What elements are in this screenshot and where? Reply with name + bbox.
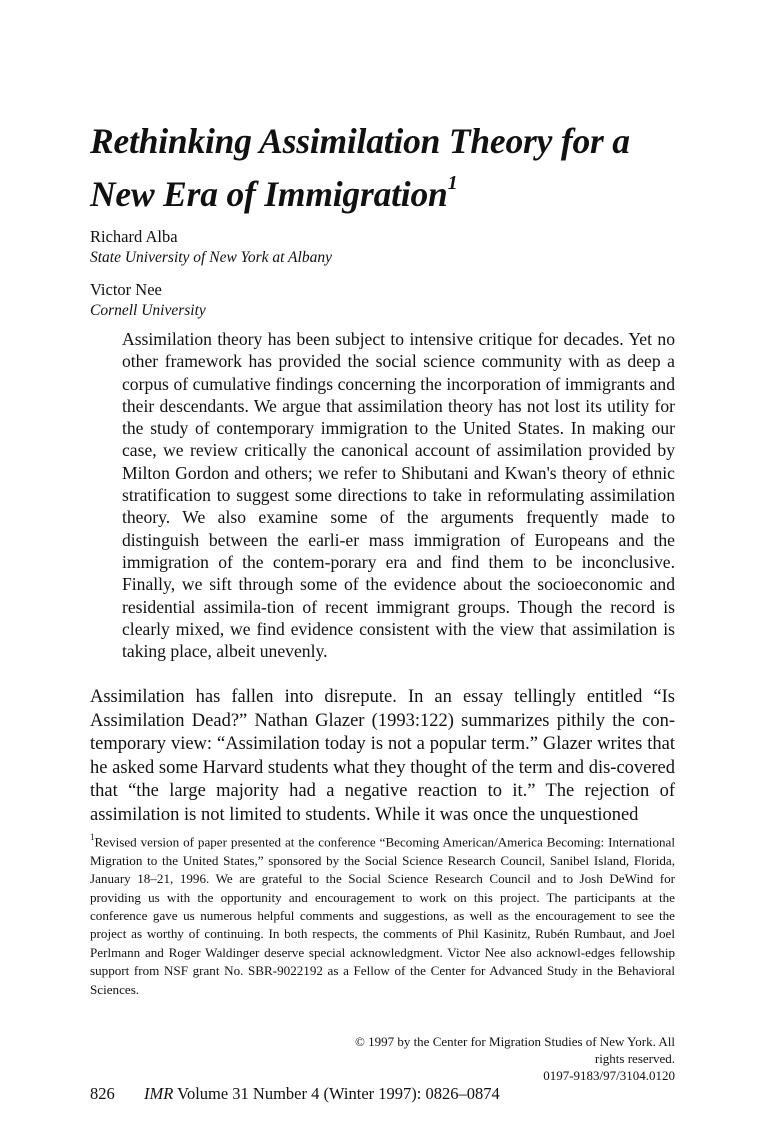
author-affiliation-2: Cornell University [90, 302, 206, 319]
journal-name: IMR [144, 1084, 174, 1103]
title-footnote-marker: 1 [447, 172, 458, 194]
title-line-1: Rethinking Assimilation Theory for a [90, 121, 630, 161]
copyright-notice [330, 1033, 675, 1084]
running-footer [90, 1084, 500, 1104]
author-name-1: Richard Alba [90, 227, 178, 246]
issn-line: 0197-9183/97/3104.0120 [543, 1068, 675, 1083]
footnote [90, 829, 675, 999]
article-title [90, 118, 730, 217]
footnote-text: Revised version of paper presented at the conference “Becoming American/America Becoming: International Migration to the United States,” sponsored by the Social Science Research Council, Sanibel Island, Florida, January 18–21, 1996. We are grateful to the Social Science Research Council and to Josh DeWind for providing us with the opportunity and encouragement to work on this project. The participants at the conference gave us numerous helpful comments and suggestions, as well as the encouragement to see the project as worthy of continuing. In both respects, the comments of Phil Kasinitz, Rubén Rumbaut, and Joel Perlmann and Roger Waldinger deserve special acknowledgment. Victor Nee also acknowl-edges fellowship support from NSF grant No. SBR-9022192 as a Fellow of the Center for Advanced Study in the Behavioral Sciences. [90, 834, 675, 997]
footnote-marker: 1 [90, 832, 95, 842]
copyright-line: © 1997 by the Center for Migration Studies of New York. All rights reserved. [354, 1034, 675, 1066]
abstract: Assimilation theory has been subject to intensive critique for decades. Yet no other framework has provided the social science community with as deep a corpus of cumulative findings concerning the incorporation of immigrants and their descendants. We argue that assimilation theory has not lost its utility for the study of contemporary immigration to the United States. In making our case, we review critically the canonical account of assimilation provided by Milton Gordon and others; we refer to Shibutani and Kwan's theory of ethnic stratification to suggest some directions to take in reformulating assimilation theory. We also examine some of the arguments frequently made to distinguish between the earli-er mass immigration of Europeans and the immigration of the contem-porary era and find them to be inconclusive. Finally, we sift through some of the evidence about the socioeconomic and residential assimila-tion of recent immigrant groups. Though the record is clearly mixed, we find evidence consistent with the view that assimilation is taking place, albeit unevenly. [122, 329, 675, 662]
author-affiliation-1: State University of New York at Albany [90, 249, 332, 266]
page-number: 826 [90, 1084, 115, 1103]
issue-info: Volume 31 Number 4 (Winter 1997): 0826–0874 [177, 1084, 500, 1103]
title-line-2: New Era of Immigration [90, 173, 448, 214]
body-paragraph: Assimilation has fallen into disrepute. In an essay tellingly entitled “Is Assimilation Dead?” Nathan Glazer (1993:122) summarizes pithily the con-temporary view: “Assimilation today is not a popular term.” Glazer writes that he asked some Harvard students what they thought of the term and dis-covered that “the large majority had a negative reaction to it.” The rejection of assimilation is not limited to students. While it was once the unquestioned [90, 687, 675, 825]
author-name-2: Victor Nee [90, 280, 162, 299]
